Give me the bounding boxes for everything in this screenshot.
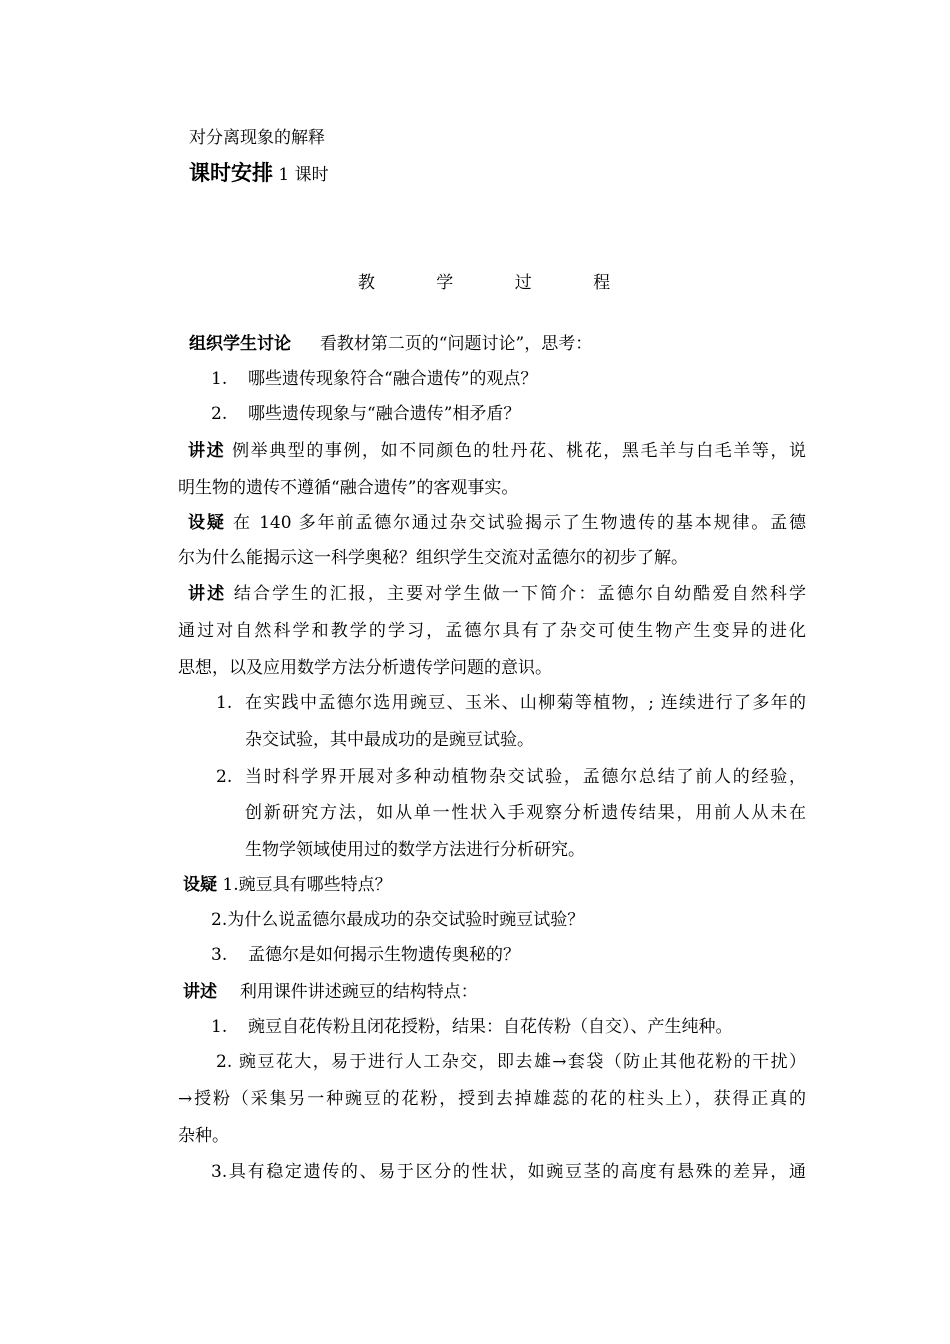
schedule-line bbox=[189, 158, 329, 190]
doubt-2-q3-text: 孟德尔是如何揭示生物遗传奥秘的？ bbox=[248, 945, 521, 965]
feature-3-line-1: 3.具有稳定遗传的、易于区分的性状，如豌豆茎的高度有悬殊的差异，通 bbox=[211, 1162, 806, 1182]
item-1-line-1: 在实践中孟德尔选用豌豆、玉米、山柳菊等植物，; 连续进行了多年的 bbox=[245, 693, 806, 713]
lecture-2-text: 结合学生的汇报，主要对学生做一下简介：孟德尔自幼酷爱自然科学 bbox=[233, 584, 807, 604]
item-1-num: 1. bbox=[216, 693, 233, 713]
feature-2-line-2: →授粉（采集另一种豌豆的花粉，授到去掉雄蕊的花的柱头上），获得正真的 bbox=[178, 1089, 806, 1109]
doubt-2-q2: 2.为什么说孟德尔最成功的杂交试验时豌豆试验？ bbox=[211, 910, 585, 930]
doubt-1-text: 在 140 多年前孟德尔通过杂交试验揭示了生物遗传的基本规律。孟德 bbox=[232, 513, 807, 533]
topic-line: 对分离现象的解释 bbox=[189, 128, 325, 148]
discuss-text: 看教材第二页的“问题讨论”，思考： bbox=[319, 334, 593, 354]
feature-2-line-3: 杂种。 bbox=[178, 1126, 229, 1146]
doubt-2-q3-num: 3. bbox=[211, 945, 228, 965]
schedule-label: 课时安排 bbox=[189, 160, 273, 185]
feature-1-text: 豌豆自花传粉且闭花授粉，结果：自花传粉（自交）、产生纯种。 bbox=[248, 1017, 733, 1037]
feature-2-line-1: 2. 豌豆花大，易于进行人工杂交，即去雄→套袋（防止其他花粉的干扰） bbox=[216, 1052, 806, 1072]
discuss-line bbox=[189, 332, 592, 356]
lecture-1-line-2: 明生物的遗传不遵循“融合遗传”的客观事实。 bbox=[178, 478, 519, 498]
item-1-line-2: 杂交试验，其中最成功的是豌豆试验。 bbox=[245, 730, 534, 750]
doubt-1-label: 设疑 bbox=[188, 513, 226, 533]
discuss-label: 组织学生讨论 bbox=[189, 334, 291, 354]
doubt-2-line-1 bbox=[183, 873, 392, 897]
question-1-text: 哪些遗传现象符合“融合遗传”的观点？ bbox=[248, 369, 538, 389]
lecture-3-label: 讲述 bbox=[183, 982, 217, 1002]
lecture-3-line bbox=[183, 980, 478, 1004]
item-2-line-1: 当时科学界开展对多种动植物杂交试验，孟德尔总结了前人的经验， bbox=[245, 767, 806, 787]
doubt-2-q1: 1.豌豆具有哪些特点？ bbox=[222, 875, 392, 895]
lecture-2-line-3: 思想，以及应用数学方法分析遗传学问题的意识。 bbox=[178, 658, 552, 678]
item-2-line-2: 创新研究方法，如从单一性状入手观察分析遗传结果，用前人从未在 bbox=[245, 803, 806, 823]
question-2-text: 哪些遗传现象与“融合遗传”相矛盾？ bbox=[248, 404, 521, 424]
item-2-line-3: 生物学领域使用过的数学方法进行分析研究。 bbox=[245, 840, 585, 860]
question-1 bbox=[211, 367, 537, 391]
lecture-1-label: 讲述 bbox=[188, 441, 226, 461]
lecture-2-line-2: 通过对自然科学和教学的学习，孟德尔具有了杂交可使生物产生变异的进化 bbox=[178, 621, 806, 641]
lecture-1-line-1 bbox=[178, 439, 806, 463]
doubt-2-label: 设疑 bbox=[183, 875, 217, 895]
question-2 bbox=[211, 402, 520, 426]
feature-1-num: 1. bbox=[211, 1017, 228, 1037]
doubt-1-line-1 bbox=[178, 511, 806, 535]
question-1-num: 1. bbox=[211, 369, 228, 389]
lecture-1-text: 例举典型的事例，如不同颜色的牡丹花、桃花，黑毛羊与白毛羊等，说 bbox=[232, 441, 807, 461]
item-2-num: 2. bbox=[216, 767, 233, 787]
section-title: 教 学 过 程 bbox=[357, 273, 639, 293]
lecture-3-text: 利用课件讲述豌豆的结构特点： bbox=[239, 982, 478, 1002]
lecture-2-line-1 bbox=[178, 582, 806, 606]
doubt-2-q3-line bbox=[211, 943, 520, 967]
lecture-2-label: 讲述 bbox=[188, 584, 227, 604]
question-2-num: 2. bbox=[211, 404, 228, 424]
doubt-1-line-2: 尔为什么能揭示这一科学奥秘？组织学生交流对孟德尔的初步了解。 bbox=[178, 548, 688, 568]
feature-1 bbox=[211, 1015, 733, 1039]
schedule-value: 1 课时 bbox=[278, 165, 329, 185]
